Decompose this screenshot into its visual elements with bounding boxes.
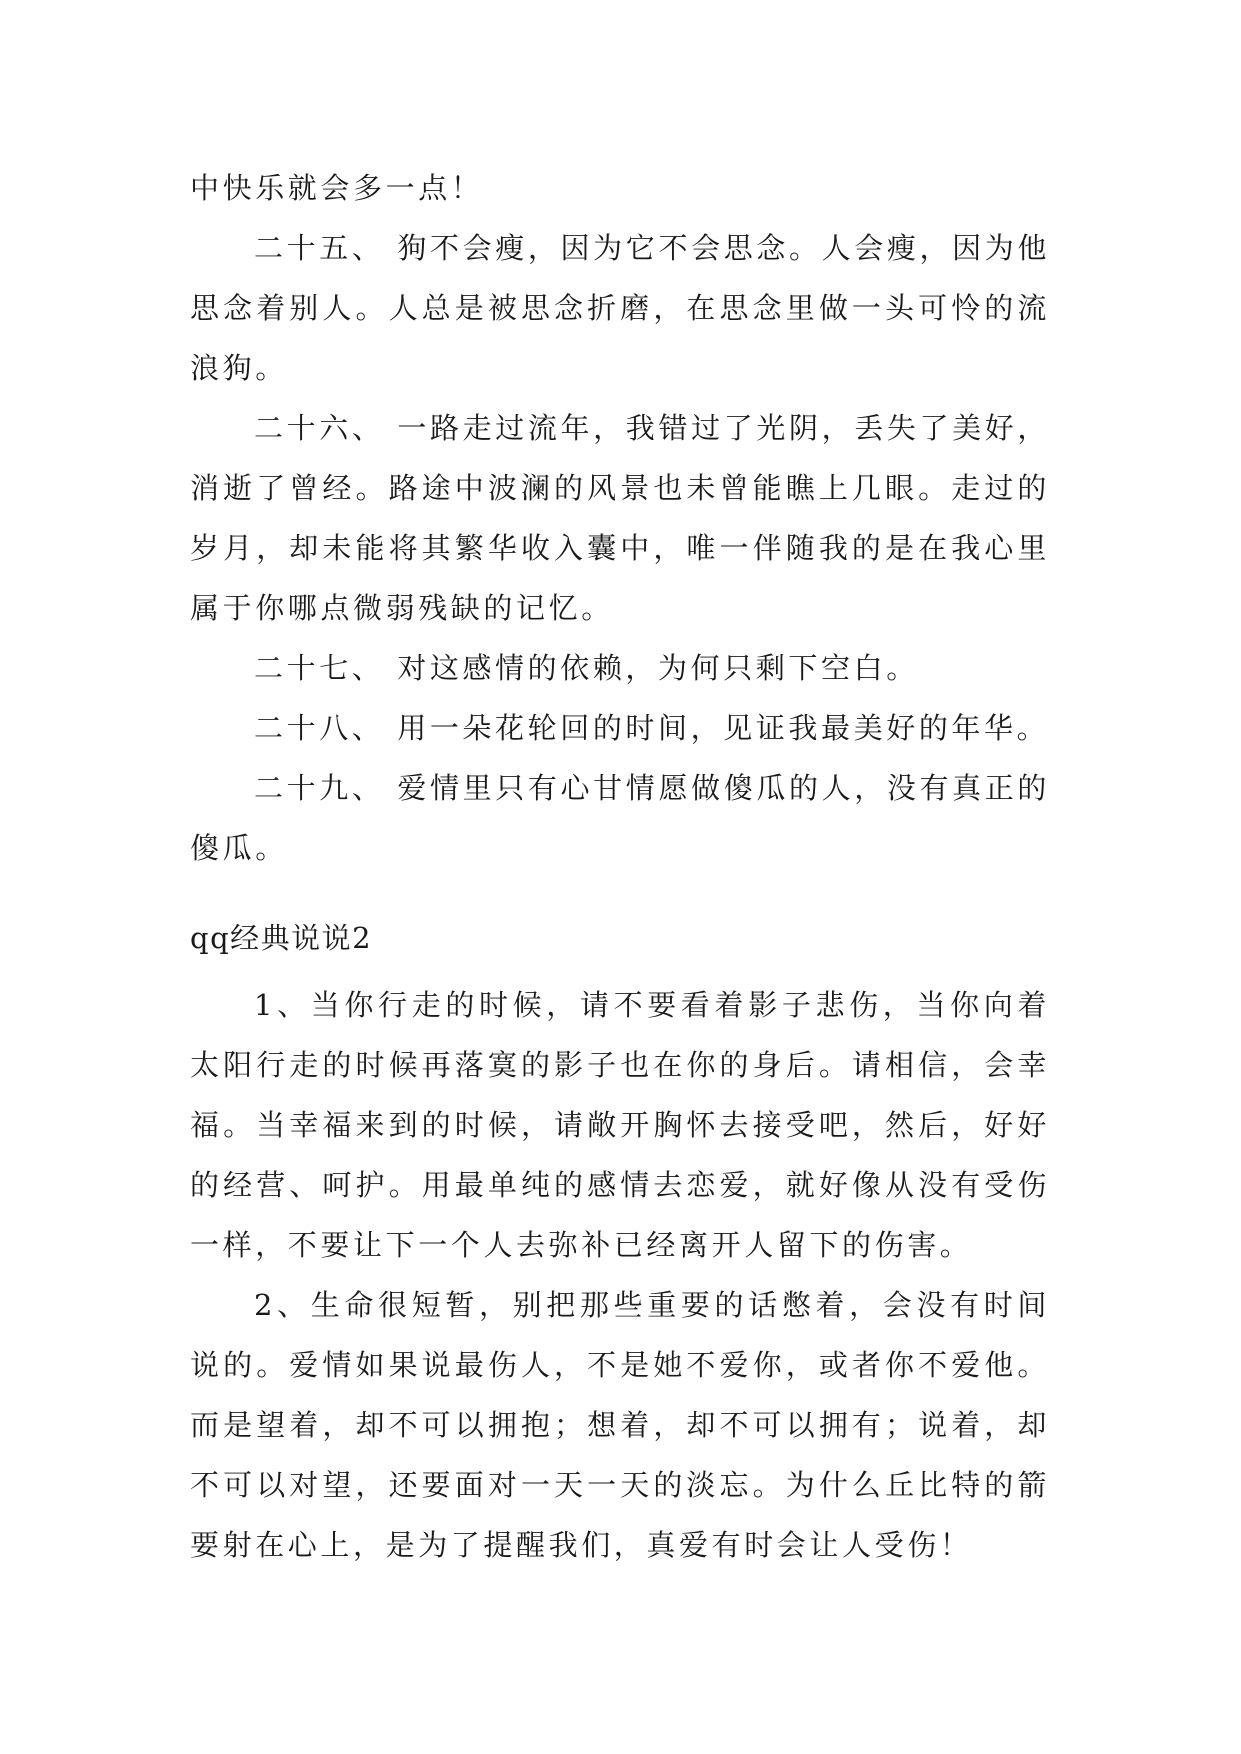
quote-text: 用一朵花轮回的时间，见证我最美好的年华。	[397, 711, 1050, 745]
quote-paragraph	[190, 1275, 1050, 1575]
quote-paragraph	[190, 758, 1050, 878]
quote-text: 对这感情的依赖，为何只剩下空白。	[397, 651, 919, 685]
quote-number: 二十六、	[254, 411, 385, 445]
quote-paragraph	[190, 698, 1050, 758]
quote-text: 爱情里只有心甘情愿做傻瓜的人，没有真正的傻瓜。	[190, 771, 1050, 865]
quote-paragraph	[190, 638, 1050, 698]
section-1-body	[190, 158, 1050, 878]
quote-number: 1、	[254, 988, 311, 1022]
quote-number: 2、	[254, 1288, 311, 1322]
quote-text: 当你行走的时候，请不要看着影子悲伤，当你向着太阳行走的时候再落寞的影子也在你的身后。请相信，会幸福。当幸福来到的时候，请敞开胸怀去接受吧，然后，好好的经营、呵护。用最单纯的感情去恋爱，就好像从没有受伤一样，不要让下一个人去弥补已经离开人留下的伤害。	[190, 988, 1050, 1262]
quote-paragraph	[190, 398, 1050, 638]
quote-text: 一路走过流年，我错过了光阴，丢失了美好，消逝了曾经。路途中波澜的风景也未曾能瞧上几眼。走过的岁月，却未能将其繁华收入囊中，唯一伴随我的是在我心里属于你哪点微弱残缺的记忆。	[190, 411, 1050, 625]
quote-paragraph	[190, 975, 1050, 1275]
continuation-paragraph: 中快乐就会多一点！	[190, 171, 484, 205]
quote-text: 生命很短暂，别把那些重要的话憋着，会没有时间说的。爱情如果说最伤人，不是她不爱你，或者你不爱他。而是望着，却不可以拥抱；想着，却不可以拥有；说着，却不可以对望，还要面对一天一天的淡忘。为什么丘比特的箭要射在心上，是为了提醒我们，真爱有时会让人受伤！	[190, 1288, 1050, 1562]
quote-text: 狗不会瘦，因为它不会思念。人会瘦，因为他思念着别人。人总是被思念折磨，在思念里做一头可怜的流浪狗。	[190, 231, 1050, 385]
quote-number: 二十八、	[254, 711, 385, 745]
quote-number: 二十七、	[254, 651, 385, 685]
section-heading: qq经典说说2	[190, 921, 373, 955]
quote-number: 二十五、	[254, 231, 385, 265]
quote-paragraph	[190, 218, 1050, 398]
section-2-body	[190, 975, 1050, 1575]
quote-number: 二十九、	[254, 771, 385, 805]
